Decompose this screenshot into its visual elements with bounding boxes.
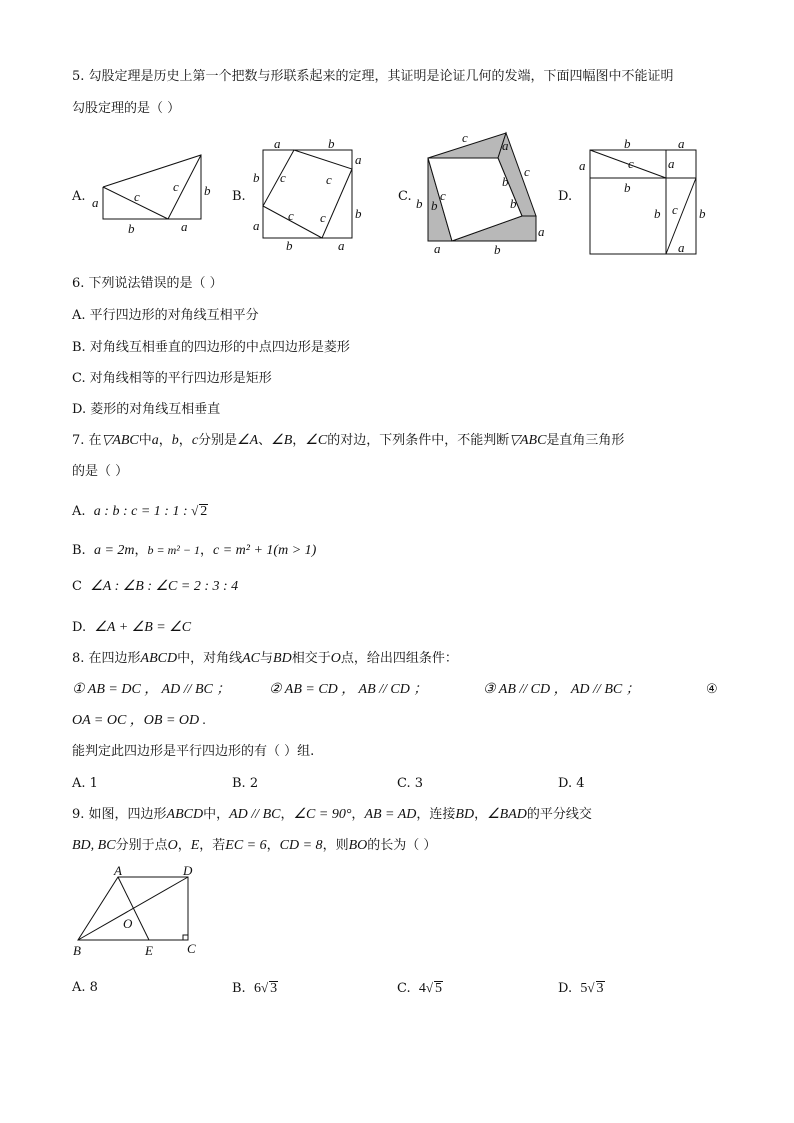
fig-d-label-b2: b [624,180,631,195]
q8-stem-line3: 能判定此四边形是平行四边形的有（ ）组. [72,744,315,759]
fig-d-label-a3: a [668,156,675,171]
q9-stem-line2: BD, BC分别于点O，E，若EC = 6，CD = 8，则BO的长为（ ） [72,838,437,853]
q5-option-a-label: A. [72,189,86,204]
q6-stem: 6. 下列说法错误的是（ ） [72,276,223,291]
q5-stem-line2: 勾股定理的是（ ） [72,101,181,116]
q9-fig-label-c: C [187,941,196,956]
q6-option-b: B. 对角线互相垂直的四边形的中点四边形是菱形 [72,340,350,355]
q5-option-b-label: B. [232,189,246,204]
q7-option-c: C ∠A : ∠B : ∠C = 2 : 3 : 4 [72,579,239,594]
q9-option-d: D. 5√ 3 [558,980,604,996]
q8-option-d: D. 4 [558,776,585,791]
fig-d-label-b3: b [654,206,661,221]
q5-figure-a [90,145,220,235]
q5-figure-c [412,128,552,258]
fig-c-label-c1: c [462,130,468,145]
fig-d-label-c2: c [672,202,678,217]
fig-c-label-b3: b [416,196,423,211]
fig-a-label-a: a [92,195,99,210]
q8-condition-2: ② AB = CD ， AB // CD ； [269,682,428,697]
q5-option-d-label: D. [558,189,573,204]
fig-c-label-c2: c [524,164,530,179]
fig-b-label-a3: a [253,218,260,233]
q8-option-a: A. 1 [72,776,98,791]
q9-fig-label-e: E [145,943,153,958]
fig-a-label-a2: a [181,219,188,234]
fig-b-label-a2: a [355,152,362,167]
q8-condition-4-marker: ④ [706,682,718,697]
fig-c-label-b4: b [431,198,438,213]
q9-option-a: A. 8 [72,980,98,995]
fig-b-label-c4: c [320,210,326,225]
fig-c-label-c3: c [440,188,446,203]
fig-b-label-c2: c [326,172,332,187]
q9-figure [70,863,210,961]
fig-b-label-a1: a [274,136,281,151]
fig-c-label-b2: b [510,196,517,211]
q7-option-a: A. a : b : c = 1 : 1 : √ 2 [72,503,208,519]
q7-option-d: D. ∠A + ∠B = ∠C [72,620,192,635]
q6-option-d: D. 菱形的对角线互相垂直 [72,402,221,417]
fig-b-label-b2: b [355,206,362,221]
q7-stem-line1: 7. 在▽ABC中a，b，c分别是∠A、∠B，∠C的对边，下列条件中，不能判断▽ABC是直角三角形 [72,433,625,448]
fig-b-label-a4: a [338,238,345,253]
q9-fig-label-a: A [114,863,122,878]
q6-option-a: A. 平行四边形的对角线互相平分 [72,308,259,323]
q8-condition-4: OA = OC ，OB = OD . [72,713,207,728]
fig-c-label-a3: a [434,241,441,256]
fig-b-label-b1: b [328,136,335,151]
q9-fig-label-b: B [73,943,81,958]
q9-fig-label-o: O [123,916,133,931]
fig-c-label-a1: a [502,138,509,153]
q9-stem-line1: 9. 如图，四边形ABCD中，AD // BC，∠C = 90°，AB = AD，连接BD，∠BAD的平分线交 [72,807,592,822]
fig-a-label-b2: b [128,221,135,236]
q8-condition-3: ③ AB // CD ， AD // BC ； [483,682,640,697]
fig-b-label-b3: b [253,170,260,185]
q6-option-c: C. 对角线相等的平行四边形是矩形 [72,371,272,386]
q7-stem-line2: 的是（ ） [72,464,129,479]
q5-stem-line1: 5. 勾股定理是历史上第一个把数与形联系起来的定理，其证明是论证几何的发端，下面四幅图中不能证明 [72,69,674,84]
q8-option-b: B. 2 [232,776,259,791]
fig-d-label-b1: b [624,136,631,151]
fig-d-label-b4: b [699,206,706,221]
q8-condition-1: ① AB = DC ， AD // BC ； [72,682,231,697]
fig-b-label-b4: b [286,238,293,253]
fig-b-label-c1: c [280,170,286,185]
q9-fig-label-d: D [183,863,193,878]
fig-a-label-c2: c [173,179,179,194]
q8-option-c: C. 3 [397,776,424,791]
q9-option-c: C. 4√ 5 [397,980,443,996]
fig-a-label-b1: b [204,183,211,198]
fig-c-label-b5: b [494,242,501,257]
fig-c-label-b1: b [502,174,509,189]
q5-option-c-label: C. [398,189,412,204]
fig-a-label-c1: c [134,189,140,204]
fig-d-label-a2: a [579,158,586,173]
q8-stem: 8. 在四边形ABCD中，对角线AC与BD相交于O点，给出四组条件： [72,651,458,666]
fig-d-label-c1: c [628,156,634,171]
q5-figure-d [574,132,714,262]
q5-figure-b [252,138,372,253]
fig-d-label-a4: a [678,240,685,255]
fig-b-label-c3: c [288,208,294,223]
fig-c-label-a2: a [538,224,545,239]
q7-option-b: B. a = 2m，b = m² − 1，c = m² + 1(m > 1) [72,543,317,558]
q9-option-b: B. 6√ 3 [232,980,278,996]
fig-d-label-a1: a [678,136,685,151]
